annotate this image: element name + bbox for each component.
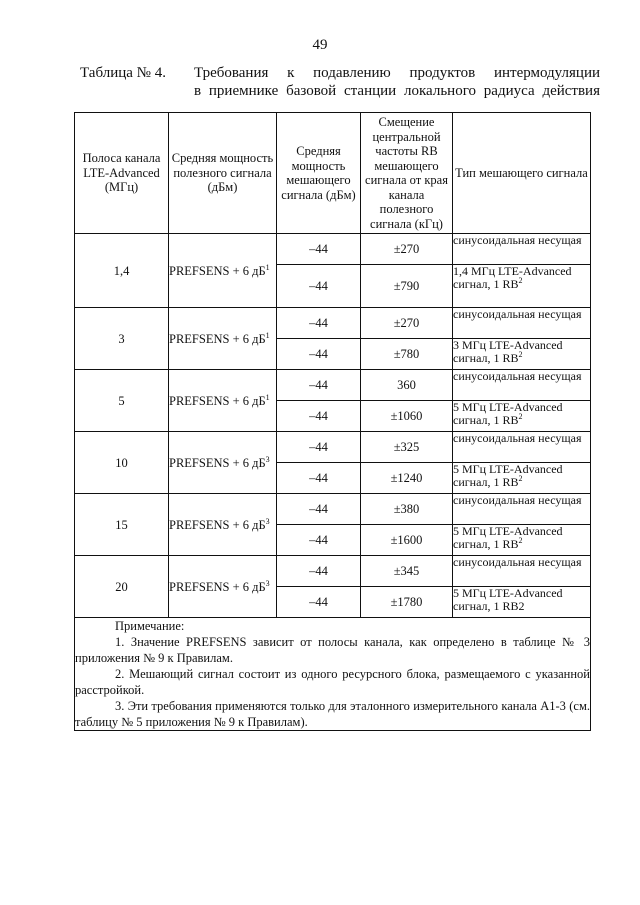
cell-wanted-power	[169, 494, 277, 556]
table-row	[75, 494, 591, 525]
interferer-type-text: синусоидальная несущая	[453, 493, 582, 507]
cell-interferer-type	[453, 587, 591, 618]
interferer-type-text: синусоидальная несущая	[453, 431, 582, 445]
interferer-type-text: синусоидальная несущая	[453, 307, 582, 321]
cell-rb-offset: ±780	[361, 339, 453, 370]
cell-interferer-power: –44	[277, 432, 361, 463]
cell-interferer-type	[453, 234, 591, 265]
wanted-power-text: PREFSENS + 6 дБ	[169, 263, 266, 278]
cell-interferer-type	[453, 339, 591, 370]
cell-interferer-type	[453, 494, 591, 525]
table-row	[75, 370, 591, 401]
table-row	[75, 556, 591, 587]
note-title: Примечание:	[115, 619, 185, 633]
cell-interferer-type	[453, 463, 591, 494]
cell-wanted-power	[169, 432, 277, 494]
note-item: 2. Мешающий сигнал состоит из одного ресурсного блока, размещаемого с указанной расстройкой.	[75, 667, 590, 697]
cell-rb-offset: ±270	[361, 234, 453, 265]
interferer-type-text: 5 МГц LTE-Advanced сигнал, 1 RB	[453, 400, 563, 427]
cell-rb-offset: 360	[361, 370, 453, 401]
wanted-power-footnote: 1	[265, 330, 270, 340]
cell-interferer-type	[453, 556, 591, 587]
cell-rb-offset: ±345	[361, 556, 453, 587]
wanted-power-footnote: 3	[265, 578, 270, 588]
cell-rb-offset: ±1600	[361, 525, 453, 556]
table-row	[75, 308, 591, 339]
cell-rb-offset: ±790	[361, 265, 453, 308]
wanted-power-footnote: 3	[265, 516, 270, 526]
cell-interferer-type	[453, 308, 591, 339]
cell-interferer-type	[453, 525, 591, 556]
interferer-type-text: 5 МГц LTE-Advanced сигнал, 1 RB2	[453, 586, 563, 613]
cell-interferer-power: –44	[277, 494, 361, 525]
cell-interferer-power: –44	[277, 401, 361, 432]
cell-interferer-power: –44	[277, 587, 361, 618]
cell-wanted-power	[169, 234, 277, 308]
interferer-type-text: синусоидальная несущая	[453, 555, 582, 569]
interferer-type-text: 5 МГц LTE-Advanced сигнал, 1 RB	[453, 462, 563, 489]
interferer-type-text: 3 МГц LTE-Advanced сигнал, 1 RB	[453, 338, 563, 365]
cell-wanted-power	[169, 308, 277, 370]
table-note-row	[75, 618, 591, 731]
wanted-power-footnote: 3	[265, 454, 270, 464]
interferer-type-footnote: 2	[518, 536, 523, 545]
cell-rb-offset: ±325	[361, 432, 453, 463]
header-rb-offset: Смещение центральной частоты RB мешающего сигнала от края канала полезного сигнала (кГц)	[361, 113, 453, 234]
cell-interferer-power: –44	[277, 525, 361, 556]
interferer-type-text: 5 МГц LTE-Advanced сигнал, 1 RB	[453, 524, 563, 551]
interferer-type-text: синусоидальная несущая	[453, 233, 582, 247]
table-row	[75, 234, 591, 265]
wanted-power-text: PREFSENS + 6 дБ	[169, 517, 266, 532]
cell-interferer-power: –44	[277, 463, 361, 494]
interferer-type-footnote: 2	[518, 276, 523, 285]
interferer-type-text: синусоидальная несущая	[453, 369, 582, 383]
cell-interferer-power: –44	[277, 556, 361, 587]
header-interferer-type: Тип мешающего сигнала	[453, 113, 591, 234]
interferer-type-footnote: 2	[518, 412, 523, 421]
wanted-power-text: PREFSENS + 6 дБ	[169, 579, 266, 594]
wanted-power-text: PREFSENS + 6 дБ	[169, 331, 266, 346]
cell-bandwidth: 10	[75, 432, 169, 494]
table-note	[75, 618, 591, 731]
wanted-power-footnote: 1	[265, 392, 270, 402]
cell-bandwidth: 15	[75, 494, 169, 556]
cell-interferer-type	[453, 432, 591, 463]
interferer-type-footnote: 2	[518, 350, 523, 359]
requirements-table	[74, 112, 591, 731]
header-interferer-power: Средняя мощность мешающего сигнала (дБм)	[277, 113, 361, 234]
interferer-type-footnote: 2	[518, 474, 523, 483]
cell-wanted-power	[169, 556, 277, 618]
cell-rb-offset: ±1060	[361, 401, 453, 432]
table-title-line-2: в приемнике базовой станции локального радиуса действия	[194, 83, 600, 99]
cell-interferer-power: –44	[277, 339, 361, 370]
cell-bandwidth: 3	[75, 308, 169, 370]
table-title-line-1: Требования к подавлению продуктов интермодуляции	[194, 65, 600, 81]
cell-bandwidth: 20	[75, 556, 169, 618]
note-item: 3. Эти требования применяются только для эталонного измерительного канала A1-3 (см. таблицу № 5 приложения № 9 к Правилам).	[75, 699, 590, 729]
cell-rb-offset: ±380	[361, 494, 453, 525]
cell-interferer-type	[453, 265, 591, 308]
cell-rb-offset: ±270	[361, 308, 453, 339]
header-channel-bandwidth: Полоса канала LTE-Advanced (МГц)	[75, 113, 169, 234]
cell-bandwidth: 5	[75, 370, 169, 432]
table-label: Таблица № 4.	[80, 65, 166, 81]
note-item: 1. Значение PREFSENS зависит от полосы канала, как определено в таблице № 3 приложения № 9 к Правилам.	[75, 635, 590, 665]
table-row	[75, 432, 591, 463]
wanted-power-text: PREFSENS + 6 дБ	[169, 393, 266, 408]
cell-wanted-power	[169, 370, 277, 432]
cell-bandwidth: 1,4	[75, 234, 169, 308]
cell-rb-offset: ±1240	[361, 463, 453, 494]
header-wanted-signal-power: Средняя мощность полезного сигнала (дБм)	[169, 113, 277, 234]
wanted-power-footnote: 1	[265, 262, 270, 272]
cell-interferer-power: –44	[277, 265, 361, 308]
interferer-type-text: 1,4 МГц LTE-Advanced сигнал, 1 RB	[453, 264, 572, 291]
cell-interferer-power: –44	[277, 308, 361, 339]
cell-rb-offset: ±1780	[361, 587, 453, 618]
cell-interferer-type	[453, 401, 591, 432]
cell-interferer-power: –44	[277, 234, 361, 265]
wanted-power-text: PREFSENS + 6 дБ	[169, 455, 266, 470]
cell-interferer-type	[453, 370, 591, 401]
page-number: 49	[312, 37, 328, 53]
cell-interferer-power: –44	[277, 370, 361, 401]
